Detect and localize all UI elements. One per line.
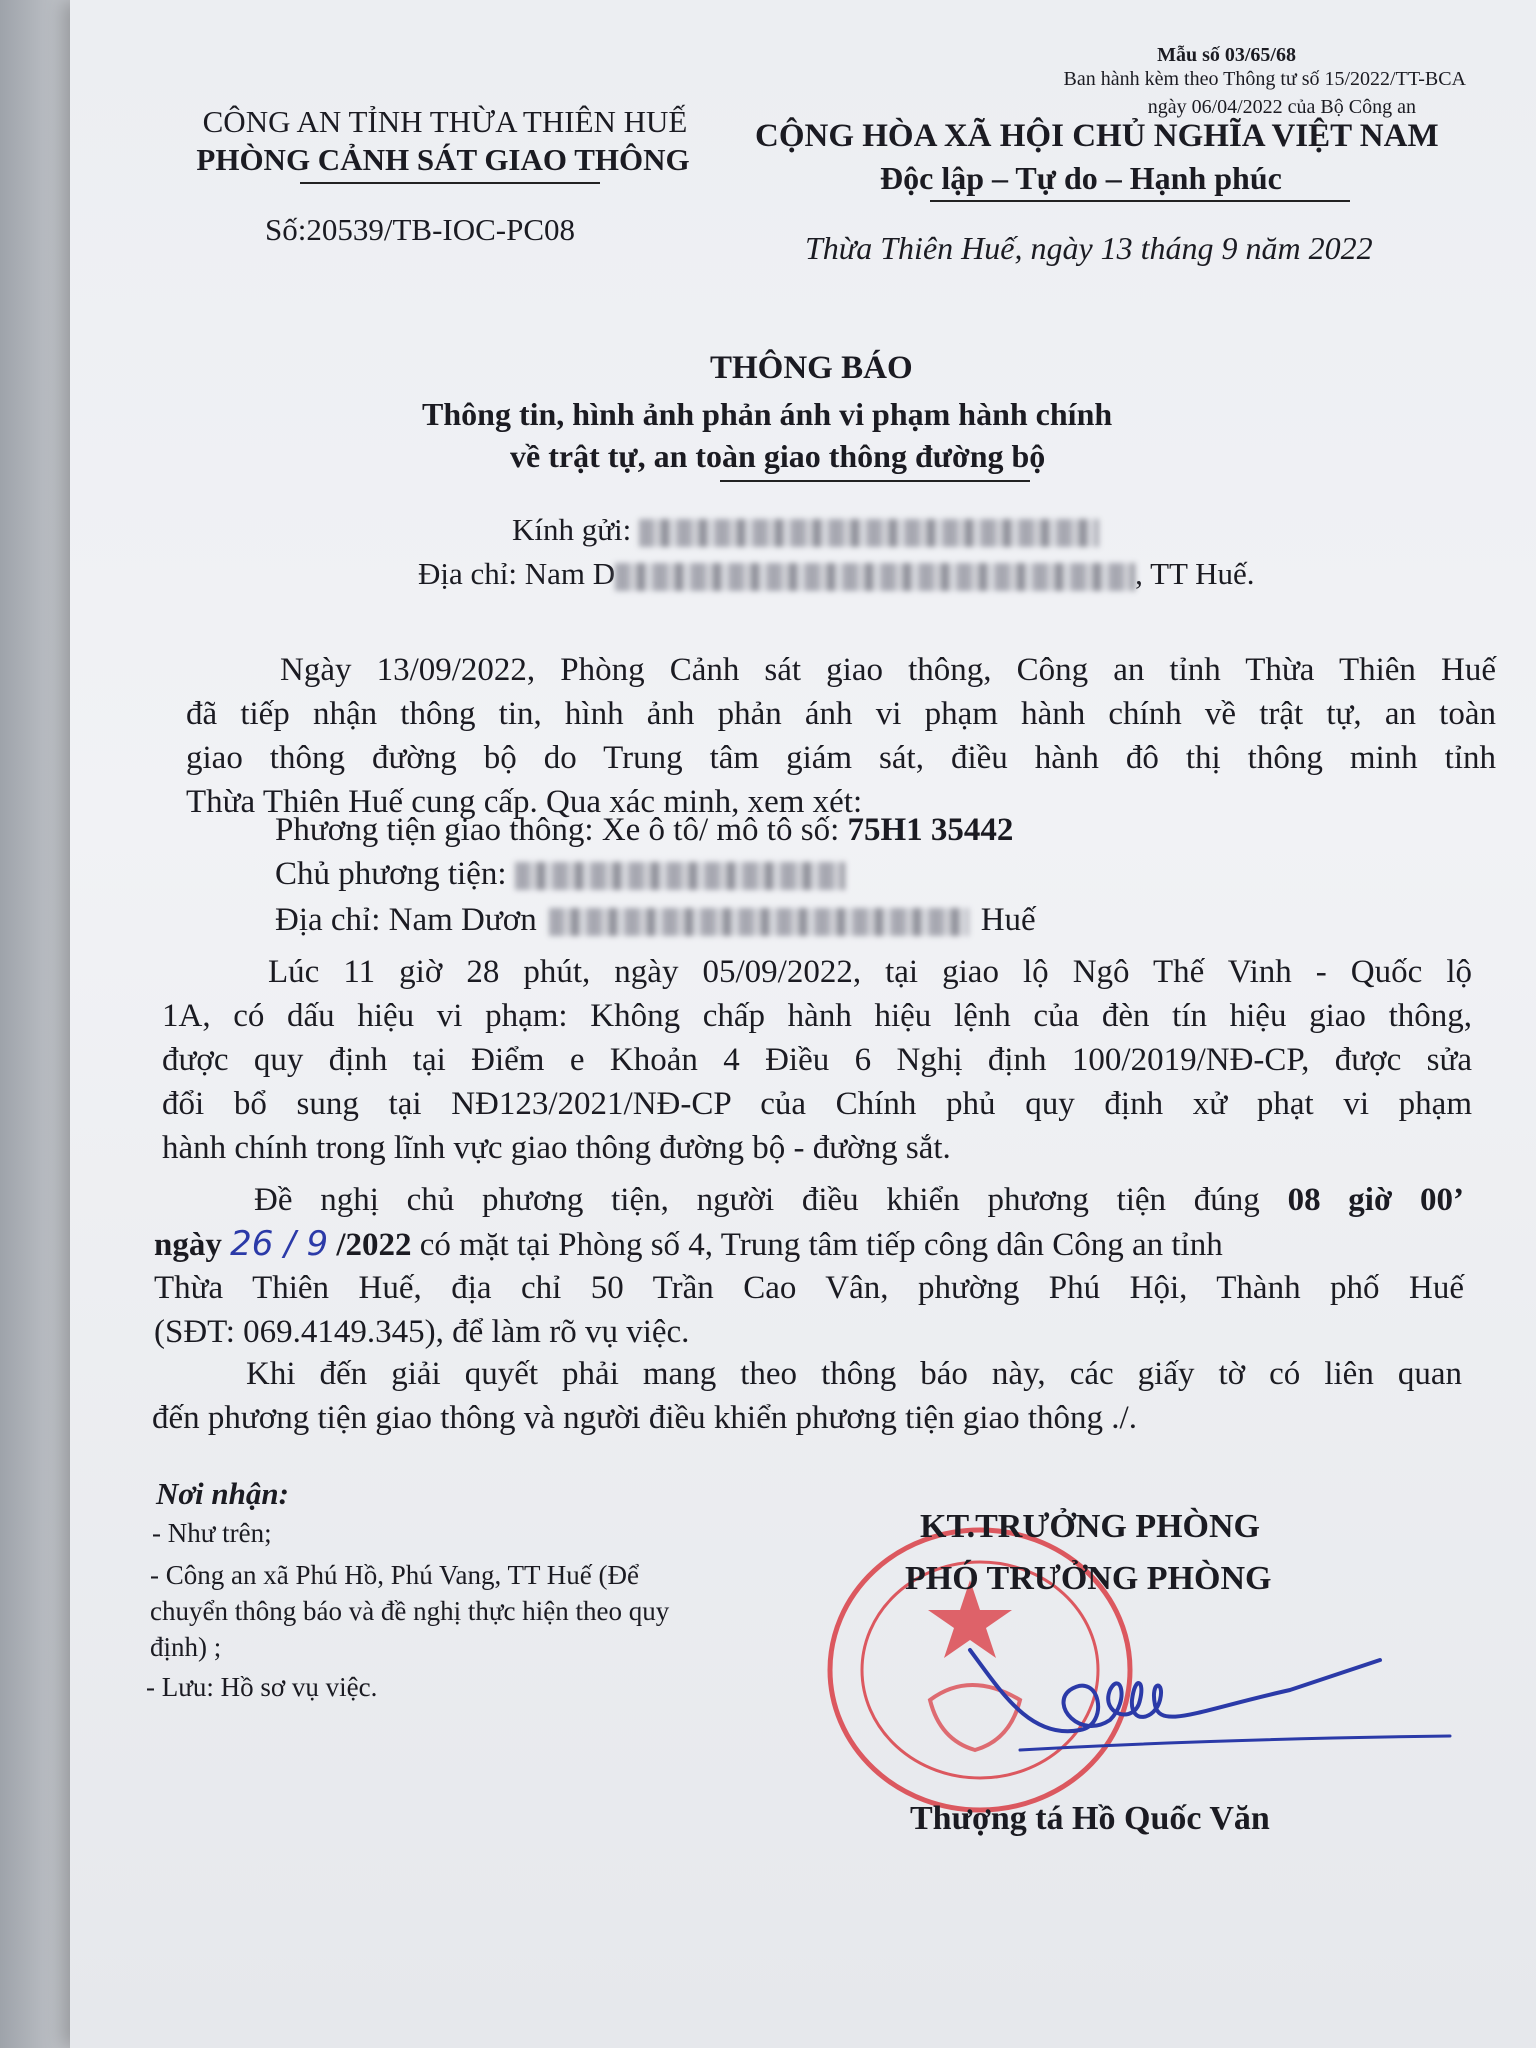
addressee-label: Kính gửi: — [512, 512, 632, 547]
text-line: được quy định tại Điểm e Khoản 4 Điều 6 Nghị định 100/2019/NĐ-CP, được sửa — [162, 1042, 1472, 1078]
redacted-addressee-name — [639, 519, 1099, 547]
text-line: Thừa Thiên Huế, địa chỉ 50 Trần Cao Vân, phường Phú Hội, Thành phố Huế — [154, 1270, 1464, 1306]
owner-line — [275, 856, 845, 893]
summons-day-label: ngày — [154, 1227, 231, 1263]
signatory-title: KT.TRƯỞNG PHÒNG — [920, 1508, 1260, 1545]
vehicle-plate: 75H1 35442 — [847, 812, 1014, 848]
redacted-owner-name — [515, 862, 845, 890]
text-line: giao thông đường bộ do Trung tâm giám sát, điều hành đô thị thông minh tỉnh — [186, 740, 1496, 776]
vehicle-label: Phương tiện giao thông: Xe ô tô/ mô tô số: — [275, 812, 848, 848]
owner-label: Chủ phương tiện: — [275, 856, 515, 892]
paragraph-summons — [154, 1178, 1464, 1354]
text-line: hành chính trong lĩnh vực giao thông đường bộ - đường sắt. — [162, 1130, 951, 1166]
text-line: đến phương tiện giao thông và người điều khiển phương tiện giao thông ./. — [152, 1400, 1137, 1436]
summons-year: /2022 — [328, 1227, 412, 1263]
addressee-address-end: , TT Huế. — [1135, 556, 1255, 591]
nation-header: CỘNG HÒA XÃ HỘI CHỦ NGHĨA VIỆT NAM — [755, 118, 1439, 154]
document-subtitle-line2: về trật tự, an toàn giao thông đường bộ — [510, 438, 1046, 474]
form-code: Mẫu số 03/65/68 — [1157, 44, 1296, 66]
recipient-item: - Như trên; — [152, 1518, 272, 1548]
text-line: Lúc 11 giờ 28 phút, ngày 05/09/2022, tại giao lộ Ngô Thế Vinh - Quốc lộ — [268, 954, 1472, 990]
document-number: Số:20539/TB-IOC-PC08 — [265, 212, 576, 247]
agency-name: PHÒNG CẢNH SÁT GIAO THÔNG — [196, 142, 690, 177]
redacted-owner-address — [549, 908, 969, 936]
subtitle-underline — [720, 480, 1030, 482]
handwritten-signature — [960, 1630, 1460, 1770]
text-line: Ngày 13/09/2022, Phòng Cảnh sát giao thông, Công an tỉnh Thừa Thiên Huế — [280, 652, 1496, 688]
agency-underline — [300, 182, 600, 184]
place-and-date: Thừa Thiên Huế, ngày 13 tháng 9 năm 2022 — [805, 230, 1373, 266]
vehicle-line — [275, 812, 1013, 849]
owner-address-end: Huế — [980, 902, 1036, 938]
recipient-item: - Công an xã Phú Hồ, Phú Vang, TT Huế (Để — [150, 1560, 639, 1590]
motto-underline — [930, 200, 1350, 202]
recipients-title: Nơi nhận: — [156, 1476, 289, 1511]
summons-location: có mặt tại Phòng số 4, Trung tâm tiếp công dân Công an tỉnh — [411, 1227, 1223, 1263]
text-line — [154, 1178, 1464, 1222]
handwritten-date: 26 / 9 — [230, 1224, 329, 1264]
text-line: đã tiếp nhận thông tin, hình ảnh phản ánh vi phạm hành chính về trật tự, an toàn — [186, 696, 1496, 732]
owner-address-label: Địa chỉ: Nam Dươn — [275, 902, 537, 938]
text-line: Thừa Thiên Huế cung cấp. Qua xác minh, xem xét: — [186, 784, 863, 820]
paragraph-instructions — [152, 1352, 1462, 1440]
owner-address-line — [275, 902, 1036, 939]
text-line: (SĐT: 069.4149.345), để làm rõ vụ việc. — [154, 1314, 690, 1350]
agency-parent: CÔNG AN TỈNH THỪA THIÊN HUẾ — [202, 104, 688, 139]
addressee-line — [512, 512, 1099, 548]
document-subtitle-line1: Thông tin, hình ảnh phản ánh vi phạm hành chính — [422, 396, 1113, 432]
recipient-item: - Lưu: Hồ sơ vụ việc. — [146, 1672, 378, 1702]
recipient-item-continued: định) ; — [150, 1632, 222, 1662]
recipient-item-continued: chuyển thông báo và đề nghị thực hiện theo quy — [150, 1596, 670, 1626]
signer-name: Thượng tá Hồ Quốc Văn — [910, 1800, 1270, 1837]
summons-text: Đề nghị chủ phương tiện, người điều khiển phương tiện đúng — [254, 1182, 1288, 1218]
signatory-position: PHÓ TRƯỞNG PHÒNG — [905, 1560, 1272, 1597]
addressee-address-line — [418, 556, 1255, 592]
text-line: 1A, có dấu hiệu vi phạm: Không chấp hành hiệu lệnh của đèn tín hiệu giao thông, — [162, 998, 1472, 1034]
addressee-address-label: Địa chỉ: Nam D — [418, 556, 616, 591]
redacted-addressee-address — [615, 563, 1135, 591]
form-issued-note: Ban hành kèm theo Thông tư số 15/2022/TT-BCA — [1063, 68, 1466, 90]
form-issued-date: ngày 06/04/2022 của Bộ Công an — [1147, 96, 1416, 118]
text-line: Khi đến giải quyết phải mang theo thông báo này, các giấy tờ có liên quan — [246, 1356, 1462, 1392]
document-title: THÔNG BÁO — [710, 350, 913, 386]
paragraph-violation — [162, 950, 1472, 1170]
text-line — [154, 1222, 1464, 1266]
paragraph-receipt — [186, 648, 1496, 824]
page-edge-shadow — [0, 0, 70, 2048]
text-line: đổi bổ sung tại NĐ123/2021/NĐ-CP của Chính phủ quy định xử phạt vi phạm — [162, 1086, 1472, 1122]
summons-time: 08 giờ 00’ — [1287, 1182, 1464, 1218]
national-motto: Độc lập – Tự do – Hạnh phúc — [880, 160, 1282, 196]
